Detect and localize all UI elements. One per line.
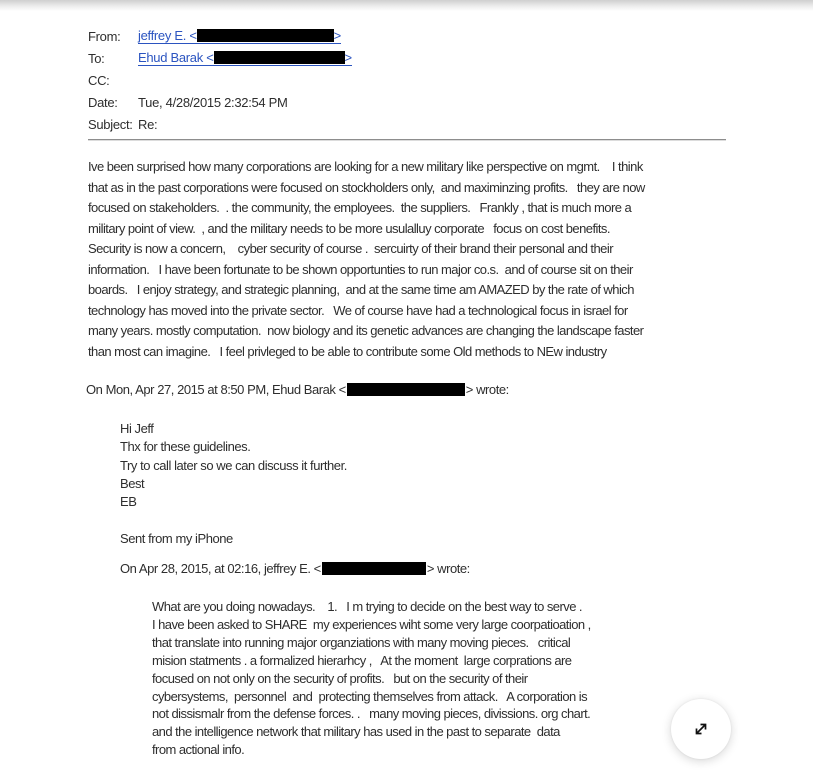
text-line xyxy=(120,511,347,529)
quote2-body xyxy=(152,598,591,759)
text-line: Ive been surprised how many corporations are looking for a new military like perspective on mgmt. I think xyxy=(88,159,643,174)
text-line: Sent from my iPhone xyxy=(120,530,233,546)
cc-label: CC: xyxy=(88,72,110,88)
from-address-prefix: jeffrey E. < xyxy=(138,28,197,43)
redaction-bar xyxy=(347,383,465,396)
redaction-bar xyxy=(214,51,345,64)
header-row-from xyxy=(88,25,352,47)
text-line: focused on stakeholders. . the community, the employees. the suppliers. Frankly , that is much more a xyxy=(88,200,632,215)
quote1-body xyxy=(120,420,347,548)
header-row-to xyxy=(88,47,352,69)
text-line: focused on not only on the security of profits. but on the security of their xyxy=(152,670,528,686)
text-line: and the intelligence network that military has used in the past to separate data xyxy=(152,724,560,740)
redaction-bar xyxy=(197,29,334,42)
text-line: not dissismalr from the defense forces. . many moving pieces, divissions. org chart. xyxy=(152,706,591,722)
page-top-shadow xyxy=(0,0,813,11)
text-line: military point of view. , and the military needs to be more usulalluy corporate focus on cost benefits. xyxy=(88,220,610,236)
to-label: To: xyxy=(88,50,105,66)
date-value: Tue, 4/28/2015 2:32:54 PM xyxy=(138,94,288,110)
text-line: EB xyxy=(120,494,137,510)
quote1-attribution xyxy=(86,382,509,397)
text-line: technology has moved into the private sector. We of course have had a technological focus in israel for xyxy=(88,302,628,318)
header-row-subject xyxy=(88,113,352,135)
text-line: Security is now a concern, cyber security of course . sercuirty of their brand their personal and their xyxy=(88,241,613,256)
from-address-link[interactable] xyxy=(138,28,341,44)
text-line: Hi Jeff xyxy=(120,421,154,436)
quote2-attribution-prefix: On Apr 28, 2015, at 02:16, jeffrey E. < xyxy=(120,561,321,576)
to-address-prefix: Ehud Barak < xyxy=(138,50,214,65)
email-body xyxy=(88,157,645,362)
text-line: Try to call later so we can discuss it further. xyxy=(120,457,347,473)
quote1-attribution-suffix: > wrote: xyxy=(465,382,509,397)
subject-label: Subject: xyxy=(88,116,133,132)
email-header xyxy=(88,25,352,135)
header-divider xyxy=(88,139,726,140)
redaction-bar xyxy=(322,562,426,575)
text-line: many years. mostly computation. now biology and its genetic advances are changing the landscape faster xyxy=(88,323,644,338)
text-line: cybersystems, personnel and protecting themselves from attack. A corporation is xyxy=(152,688,588,704)
text-line: that as in the past corporations were focused on stockholders only, and maximinzing profits. they are now xyxy=(88,179,645,195)
text-line: that translate into running major organziations with many moving pieces. critical xyxy=(152,634,571,650)
quote2-attribution-suffix: > wrote: xyxy=(426,561,470,576)
to-address-link[interactable] xyxy=(138,50,352,66)
to-address-suffix: > xyxy=(344,50,352,65)
from-label: From: xyxy=(88,28,121,44)
text-line: What are you doing nowadays. 1. I m trying to decide on the best way to serve . xyxy=(152,599,582,614)
date-label: Date: xyxy=(88,94,118,110)
text-line: Best xyxy=(120,475,145,491)
text-line: Thx for these guidelines. xyxy=(120,439,251,455)
quote2-attribution xyxy=(120,561,470,576)
text-line: mision statments . a formalized hierarhcy , At the moment large corprations are xyxy=(152,652,572,668)
header-row-date xyxy=(88,91,352,113)
expand-arrows-icon xyxy=(689,717,713,741)
text-line: from actional info. xyxy=(152,742,245,758)
text-line: than most can imagine. I feel privleged to be able to contribute some Old methods to NEw industry xyxy=(88,343,607,359)
expand-button[interactable] xyxy=(671,699,731,759)
header-row-cc xyxy=(88,69,352,91)
from-address-suffix: > xyxy=(333,28,341,43)
text-line: information. I have been fortunate to be shown opportunties to run major co.s. and of course sit on their xyxy=(88,261,633,277)
subject-value: Re: xyxy=(138,116,158,132)
text-line: boards. I enjoy strategy, and strategic planning, and at the same time am AMAZED by the rate of which xyxy=(88,282,634,297)
text-line: I have been asked to SHARE my experiences wiht some very large coorpatioation , xyxy=(152,616,591,632)
quote1-attribution-prefix: On Mon, Apr 27, 2015 at 8:50 PM, Ehud Barak < xyxy=(86,382,346,397)
